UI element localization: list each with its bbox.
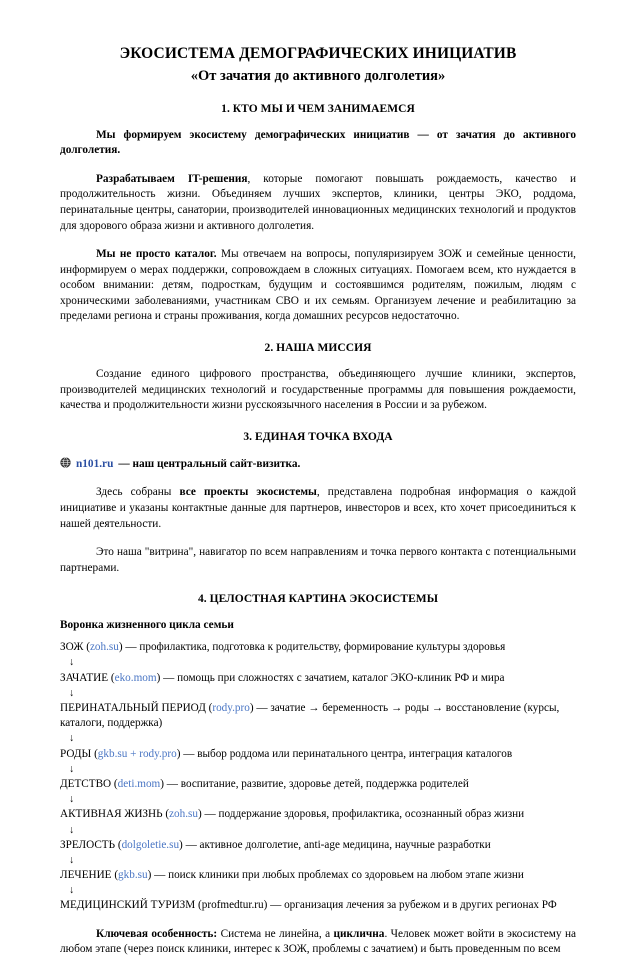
funnel-stage-description: ) — организация лечения за рубежом и в других регионах РФ	[263, 899, 557, 912]
section-heading-4: 4. ЦЕЛОСТНАЯ КАРТИНА ЭКОСИСТЕМЫ	[197, 593, 439, 606]
funnel-stage-item	[60, 747, 576, 762]
key-feature-label: Ключевая особенность:	[96, 927, 218, 940]
funnel-stage-description: ) — воспитание, развитие, здоровье детей, поддержка родителей	[160, 777, 469, 790]
funnel-stage-name: ЗОЖ (	[60, 641, 90, 654]
funnel-stage-name: ЗРЕЛОСТЬ (	[60, 838, 122, 851]
funnel-stage-name: МЕДИЦИНСКИЙ ТУРИЗМ (	[60, 899, 202, 912]
funnel-stage-domain-link[interactable]: zoh.su	[169, 808, 198, 821]
key-feature-paragraph	[60, 927, 576, 958]
funnel-stage-description: ) — активное долголетие, anti-age медицина, научные разработки	[179, 838, 491, 851]
central-site-link[interactable]: n101.ru	[76, 457, 114, 470]
funnel-stage-name: АКТИВНАЯ ЖИЗНЬ (	[60, 808, 170, 821]
funnel-stage-description: ) — зачатие → беременность → роды → восстановление (курсы, каталоги, поддержка)	[60, 701, 560, 730]
section1-p2-lead: Разрабатываем IT-решения	[96, 172, 248, 185]
funnel-down-arrow-icon: ↓	[69, 657, 75, 669]
section3-paragraph-2: Это наша "витрина", навигатор по всем направлениям и точка первого контакта с потенциальными партнерами.	[60, 546, 576, 574]
lifecycle-funnel	[60, 640, 576, 913]
funnel-stage-name: ЛЕЧЕНИЕ (	[60, 868, 119, 881]
key-feature-text-2: . Человек может войти в экосистему на любом этапе (через поиск клиники, интерес к ЗОЖ, проблемы с зачатием) и быть проведенным по всем	[60, 927, 577, 956]
section1-p3-lead: Мы не просто каталог.	[96, 248, 217, 261]
entry-point-line	[60, 456, 576, 473]
funnel-stage-name: ПЕРИНАТАЛЬНЫЙ ПЕРИОД (	[60, 701, 213, 714]
section3-paragraph-1	[60, 485, 576, 532]
funnel-down-arrow-icon: ↓	[69, 763, 75, 775]
funnel-stage-item	[60, 807, 576, 822]
funnel-stage-domain-link[interactable]: gkb.su	[118, 868, 148, 881]
funnel-stage-item	[60, 640, 576, 655]
funnel-stage-item	[60, 838, 576, 853]
section2-paragraph-1: Создание единого цифрового пространства, объединяющего лучшие клиники, экспертов, производителей медицинских технологий и государственные программы для повышения рождаемости, качества и продолжительности жизни русскоязычного населения в России и за рубежом.	[60, 368, 576, 412]
section3-p1-rest: , представлена подробная информация о каждой инициативе и указаны контактные данные для партнеров, инвесторов и всех, кто хочет присоединиться к нашей деятельности.	[60, 486, 576, 530]
document-content	[60, 44, 576, 958]
section3-p1-pre: Здесь собраны	[96, 486, 180, 499]
page-subtitle: «От зачатия до активного долголетия»	[190, 67, 446, 84]
funnel-down-arrow-icon: ↓	[69, 854, 75, 866]
funnel-stage-domain-link[interactable]: gkb.su + rody.pro	[97, 747, 177, 760]
key-feature-emphasis: циклична	[333, 927, 385, 940]
funnel-down-arrow-icon: ↓	[69, 794, 75, 806]
funnel-stage-domain-link[interactable]: rody.pro	[212, 701, 250, 714]
section1-paragraph-2	[60, 172, 576, 234]
key-feature-text-1: Система не линейна, а	[217, 927, 334, 940]
funnel-stage-item	[60, 898, 576, 913]
funnel-stage-domain-link[interactable]: zoh.su	[89, 641, 119, 654]
section1-p1-bold: Мы формируем экосистему демографических инициатив — от зачатия до активного долголетия.	[60, 128, 576, 157]
section3-p1-bold: все проекты экосистемы	[179, 486, 317, 499]
funnel-subtitle: Воронка жизненного цикла семьи	[60, 619, 234, 632]
funnel-stage-name: ДЕТСТВО (	[60, 777, 118, 790]
section1-paragraph-1	[60, 128, 576, 159]
funnel-stage-item	[60, 671, 576, 686]
funnel-stage-item	[60, 701, 576, 731]
funnel-stage-item	[60, 868, 576, 883]
funnel-stage-name: ЗАЧАТИЕ (	[60, 671, 115, 684]
funnel-stage-item	[60, 777, 576, 792]
section1-p2-text: , которые помогают повышать рождаемость, качество и продолжительность жизни. Объединяем лучших экспертов, клиники, центры ЭКО, роддома, перинатальные центры, санатории, производителей инновационных медицинских технологий и продуктов для здорового образа жизни и активного долголетия.	[60, 172, 577, 232]
funnel-stage-description: ) — поиск клиники при любых проблемах со здоровьем на любом этапе жизни	[147, 868, 524, 881]
funnel-down-arrow-icon: ↓	[69, 824, 75, 836]
funnel-stage-description: ) — профилактика, подготовка к родительству, формирование культуры здоровья	[118, 641, 506, 654]
funnel-stage-domain-link[interactable]: deti.mom	[117, 777, 161, 790]
funnel-down-arrow-icon: ↓	[69, 885, 75, 897]
funnel-down-arrow-icon: ↓	[69, 687, 75, 699]
funnel-stage-description: ) — выбор роддома или перинатального центра, интеграция каталогов	[176, 747, 513, 760]
page-title: ЭКОСИСТЕМА ДЕМОГРАФИЧЕСКИХ ИНИЦИАТИВ	[119, 45, 517, 62]
funnel-stage-domain-link: profmedtur.ru	[201, 899, 264, 912]
central-site-description: — наш центральный сайт-визитка.	[118, 457, 301, 470]
section1-p3-text: Мы отвечаем на вопросы, популяризируем ЗОЖ и семейные ценности, информируем о мерах поддержки, сопровождаем в сложных ситуациях. Помогаем всем, кто нуждается в особом внимании: детям, подросткам, будущим и состоявшимся родителям, пожилым, людям с хроническими заболеваниями, участникам СВО и их семьям. Организуем лечение и реабилитацию за пределами региона и страны проживания, когда домашних ресурсов недостаточно.	[60, 248, 576, 323]
funnel-stage-domain-link[interactable]: dolgoletie.su	[121, 838, 180, 851]
section-heading-2: 2. НАША МИССИЯ	[264, 342, 372, 355]
funnel-stage-name: РОДЫ (	[60, 747, 98, 760]
funnel-stage-description: ) — помощь при сложностях с зачатием, каталог ЭКО-клиник РФ и мира	[156, 671, 505, 684]
funnel-stage-description: ) — поддержание здоровья, профилактика, осознанный образ жизни	[197, 808, 525, 821]
section1-paragraph-3	[60, 247, 576, 325]
globe-icon	[60, 457, 71, 468]
section-heading-3: 3. ЕДИНАЯ ТОЧКА ВХОДА	[243, 430, 393, 443]
funnel-stage-domain-link[interactable]: eko.mom	[114, 671, 157, 684]
section-heading-1: 1. КТО МЫ И ЧЕМ ЗАНИМАЕМСЯ	[221, 102, 415, 115]
funnel-down-arrow-icon: ↓	[69, 733, 75, 745]
